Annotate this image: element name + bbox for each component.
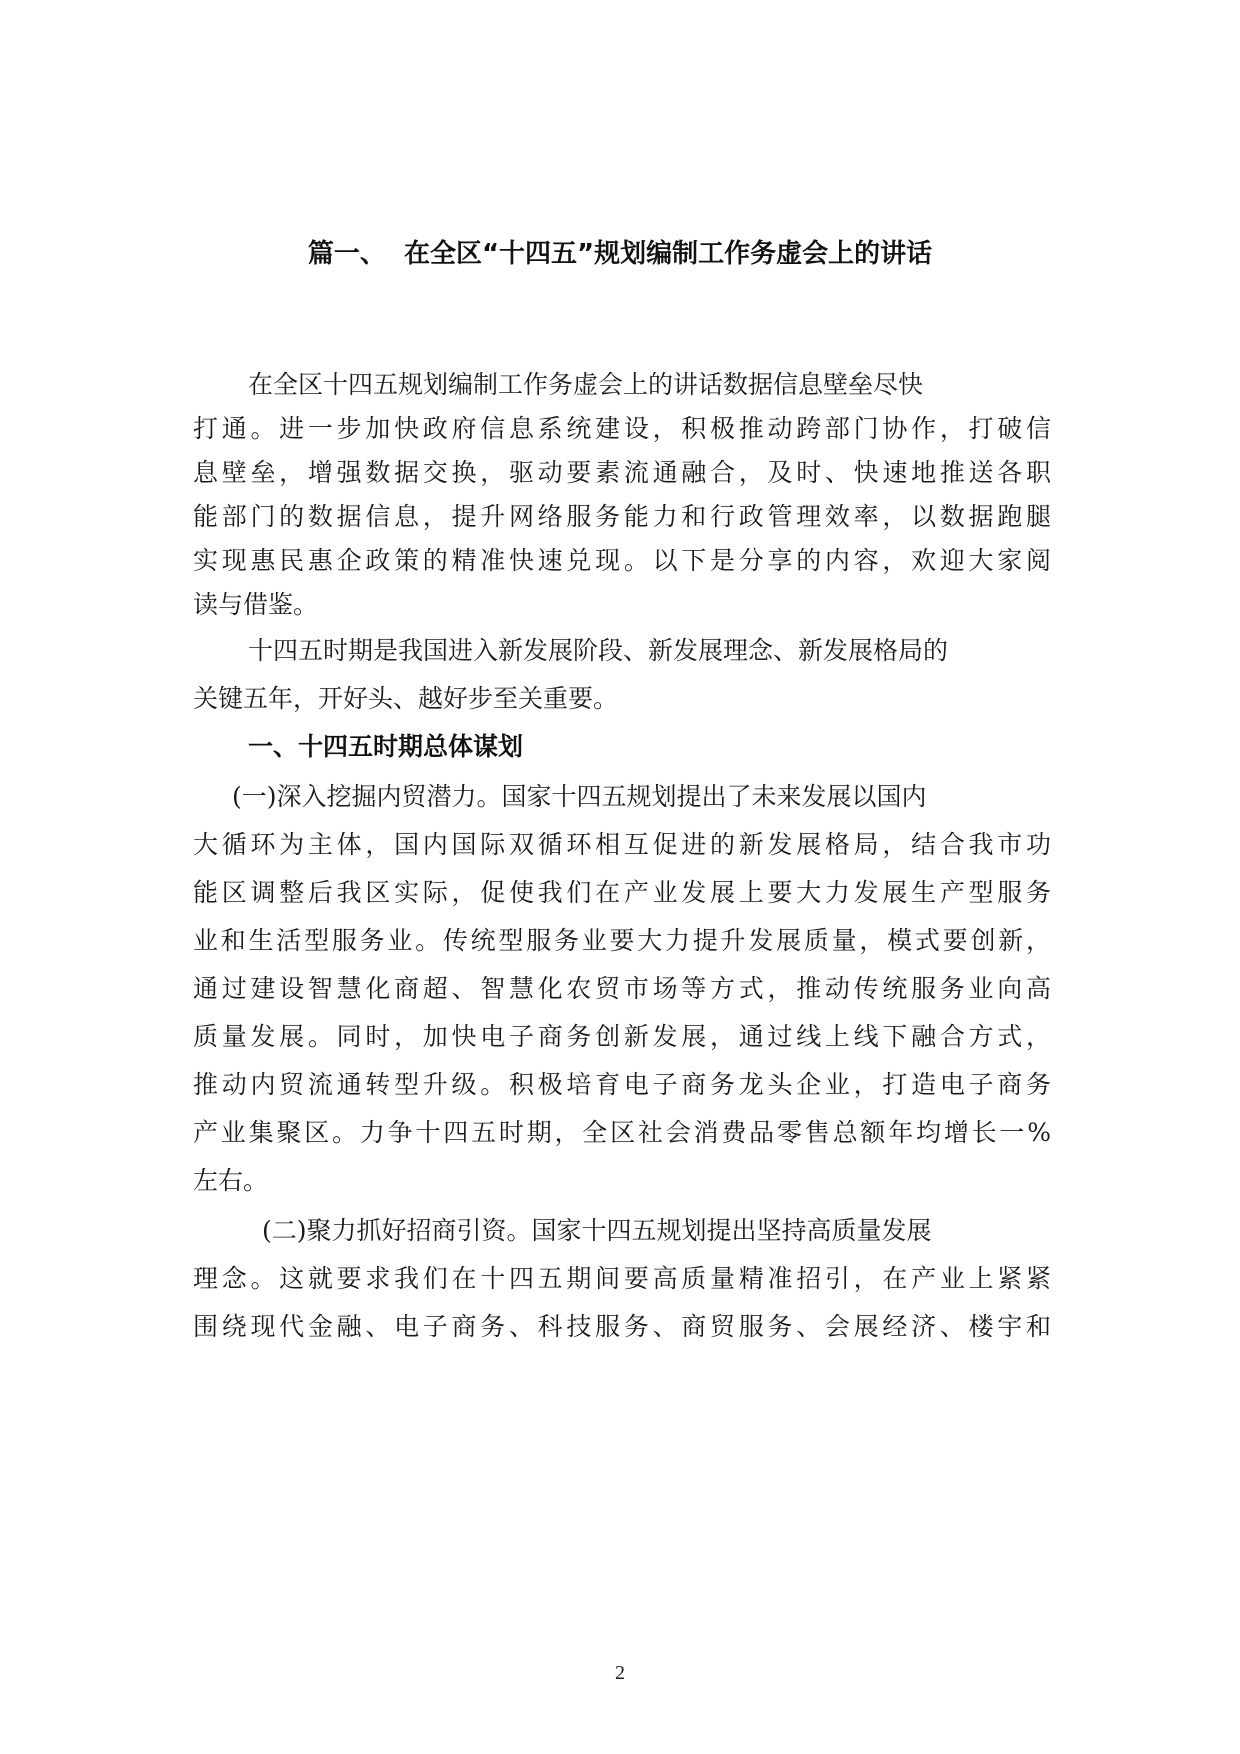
paragraph-line: (二)聚力抓好招商引资。国家十四五规划提出坚持高质量发展 <box>262 1216 932 1245</box>
paragraph-line: 读与借鉴。 <box>193 590 319 619</box>
paragraph-line: 推动内贸流通转型升级。积极培育电子商务龙头企业，打造电子商务 <box>193 1070 1051 1099</box>
paragraph-line: 能部门的数据信息，提升网络服务能力和行政管理效率，以数据跑腿 <box>193 502 1051 531</box>
paragraph-line: 左右。 <box>193 1166 269 1195</box>
paragraph-line: 大循环为主体，国内国际双循环相互促进的新发展格局，结合我市功 <box>193 830 1051 859</box>
paragraph-line: 在全区十四五规划编制工作务虚会上的讲话数据信息壁垒尽快 <box>248 370 924 399</box>
document-title: 篇一、 在全区“十四五”规划编制工作务虚会上的讲话 <box>307 239 933 269</box>
paragraph-line: (一)深入挖掘内贸潜力。国家十四五规划提出了未来发展以国内 <box>232 782 927 811</box>
page-number: 2 <box>615 1662 625 1684</box>
paragraph-line: 打通。进一步加快政府信息系统建设，积极推动跨部门协作，打破信 <box>193 414 1051 443</box>
paragraph-line: 息壁垒，增强数据交换，驱动要素流通融合，及时、快速地推送各职 <box>193 458 1051 487</box>
paragraph-line: 围绕现代金融、电子商务、科技服务、商贸服务、会展经济、楼宇和 <box>193 1312 1051 1341</box>
paragraph-line: 能区调整后我区实际，促使我们在产业发展上要大力发展生产型服务 <box>193 878 1051 907</box>
paragraph-line: 关键五年，开好头、越好步至关重要。 <box>193 684 619 713</box>
paragraph-line: 产业集聚区。力争十四五时期，全区社会消费品零售总额年均增长一% <box>193 1118 1051 1147</box>
paragraph-line: 十四五时期是我国进入新发展阶段、新发展理念、新发展格局的 <box>248 636 949 665</box>
paragraph-line: 实现惠民惠企政策的精准快速兑现。以下是分享的内容，欢迎大家阅 <box>193 546 1051 575</box>
paragraph-line: 质量发展。同时，加快电子商务创新发展，通过线上线下融合方式， <box>193 1022 1051 1051</box>
paragraph-line: 理念。这就要求我们在十四五期间要高质量精准招引，在产业上紧紧 <box>193 1264 1051 1293</box>
paragraph-line: 业和生活型服务业。传统型服务业要大力提升发展质量，模式要创新， <box>193 926 1051 955</box>
section-heading: 一、十四五时期总体谋划 <box>248 732 524 761</box>
paragraph-line: 通过建设智慧化商超、智慧化农贸市场等方式，推动传统服务业向高 <box>193 974 1051 1003</box>
